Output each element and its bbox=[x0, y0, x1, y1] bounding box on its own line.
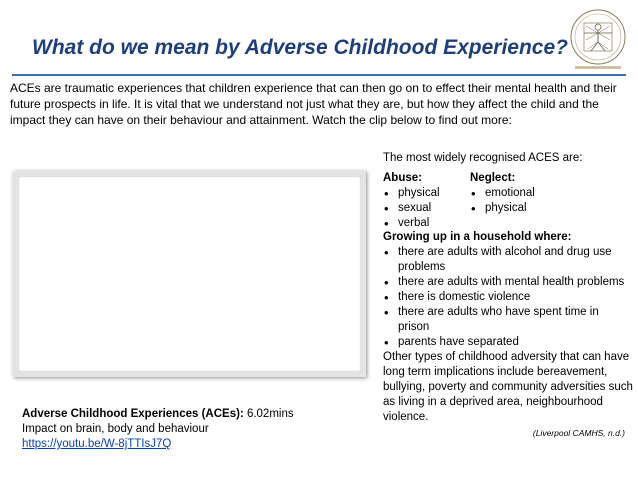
vitruvian-man-seal-icon bbox=[565, 6, 631, 72]
page-title: What do we mean by Adverse Childhood Experience? bbox=[32, 36, 568, 59]
list-item: • there are adults with alcohol and drug use problems bbox=[383, 245, 633, 275]
list-item: • verbal bbox=[383, 216, 440, 231]
household-heading: Growing up in a household where: bbox=[383, 231, 572, 243]
intro-paragraph: ACEs are traumatic experiences that children experience that can then go on to effect their mental health and their future prospects in life. It is vital that we understand not just what they are, but how they affect the child and the impact they can have on their behaviour and attainment. Watch the clip below to find out more: bbox=[10, 81, 617, 127]
neglect-heading: Neglect: bbox=[470, 172, 516, 184]
video-subtitle: Impact on brain, body and behaviour bbox=[22, 423, 209, 435]
neglect-list bbox=[470, 186, 535, 216]
video-title-line bbox=[22, 407, 362, 422]
aces-panel bbox=[383, 151, 633, 439]
video-duration: 6.02mins bbox=[243, 408, 294, 420]
video-title: Adverse Childhood Experiences (ACEs): bbox=[22, 408, 244, 420]
list-item: • emotional bbox=[470, 186, 535, 201]
list-item: • physical bbox=[383, 186, 440, 201]
citation: (Liverpool CAMHS, n.d.) bbox=[532, 428, 625, 438]
title-underline bbox=[12, 74, 626, 76]
household-list bbox=[383, 245, 633, 350]
aces-lead: The most widely recognised ACES are: bbox=[383, 152, 583, 164]
list-item: • there is domestic violence bbox=[383, 290, 633, 305]
video-caption bbox=[22, 407, 362, 452]
list-item: • there are adults with mental health problems bbox=[383, 275, 633, 290]
abuse-list bbox=[383, 186, 440, 231]
video-link[interactable]: https://youtu.be/W-8jTTIsJ7Q bbox=[22, 438, 172, 450]
list-item: • physical bbox=[470, 201, 535, 216]
list-item: • sexual bbox=[383, 201, 440, 216]
list-item: • there are adults who have spent time in prison bbox=[383, 305, 633, 335]
abuse-heading: Abuse: bbox=[383, 172, 422, 184]
list-item: • parents have separated bbox=[383, 335, 633, 350]
abuse-neglect-columns bbox=[383, 171, 633, 228]
neglect-column bbox=[470, 171, 535, 216]
abuse-column bbox=[383, 171, 440, 231]
video-player[interactable] bbox=[13, 171, 366, 377]
other-adversity-paragraph: Other types of childhood adversity that can have long term implications include bereavement, bullying, poverty and community adversities such as living in a deprived area, neighbourhood violence. bbox=[383, 351, 633, 423]
